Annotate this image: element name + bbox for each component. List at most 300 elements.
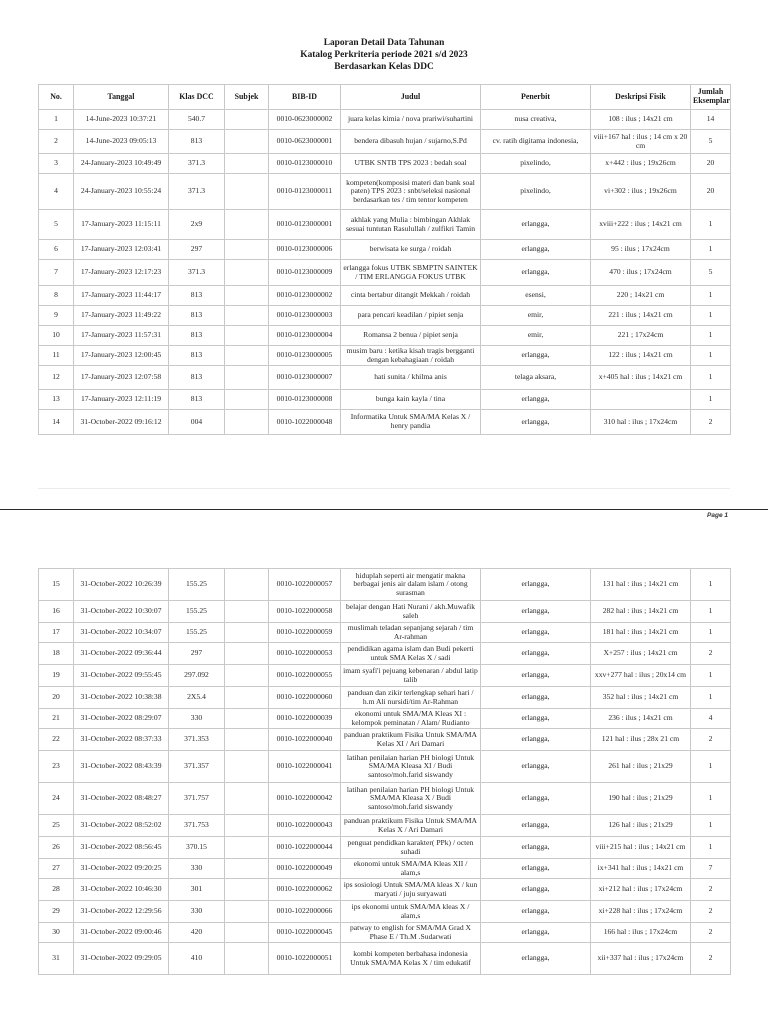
col-header-penerbit: Penerbit	[481, 85, 591, 110]
cell-subjek	[225, 410, 269, 435]
cell-klas-dcc: 813	[169, 306, 225, 326]
cell-penerbit: erlangga,	[481, 751, 591, 783]
catalog-table-page-2	[38, 568, 731, 975]
cell-no: 25	[39, 815, 74, 837]
table-row	[39, 923, 731, 943]
col-header-judul: Judul	[341, 85, 481, 110]
cell-subjek	[225, 837, 269, 859]
cell-jumlah-eksemplar: 2	[691, 643, 731, 665]
cell-deskripsi-fisik: 121 hal : ilus ; 28x 21 cm	[591, 729, 691, 751]
cell-klas-dcc: 371.3	[169, 260, 225, 286]
cell-klas-dcc: 813	[169, 286, 225, 306]
report-subtitle-ddc: Berdasarkan Kelas DDC	[334, 62, 434, 72]
cell-deskripsi-fisik: 122 : ilus ; 14x21 cm	[591, 346, 691, 366]
cell-penerbit: erlangga,	[481, 859, 591, 879]
report-header	[0, 0, 768, 73]
col-header-bib-id: BIB-ID	[269, 85, 341, 110]
cell-jumlah-eksemplar: 14	[691, 110, 731, 130]
page-divider	[0, 509, 768, 510]
cell-bib-id: 0010-1022000060	[269, 687, 341, 709]
cell-jumlah-eksemplar: 20	[691, 154, 731, 174]
cell-penerbit: telaga aksara,	[481, 366, 591, 390]
cell-tanggal: 24-January-2023 10:55:24	[74, 174, 169, 210]
cell-deskripsi-fisik: xviii+222 : ilus ; 14x21 cm	[591, 210, 691, 240]
cell-bib-id: 0010-0123000009	[269, 260, 341, 286]
cell-no: 17	[39, 623, 74, 643]
cell-deskripsi-fisik: 220 ; 14x21 cm	[591, 286, 691, 306]
cell-jumlah-eksemplar: 1	[691, 306, 731, 326]
cell-judul: erlangga fokus UTBK SBMPTN SAINTEK / TIM ERLANGGA FOKUS UTBK	[341, 260, 481, 286]
cell-klas-dcc: 371.3	[169, 154, 225, 174]
cell-deskripsi-fisik: ix+341 hal : ilus ; 14x21 cm	[591, 859, 691, 879]
cell-deskripsi-fisik: 181 hal : ilus ; 14x21 cm	[591, 623, 691, 643]
cell-klas-dcc: 371.757	[169, 783, 225, 815]
table-row	[39, 569, 731, 601]
cell-judul: penguat pendidkan karakter( PPk) / octen suhadi	[341, 837, 481, 859]
cell-tanggal: 31-October-2022 09:20:25	[74, 859, 169, 879]
cell-penerbit: erlangga,	[481, 879, 591, 901]
table-row	[39, 859, 731, 879]
cell-penerbit: erlangga,	[481, 687, 591, 709]
table-row	[39, 643, 731, 665]
cell-jumlah-eksemplar: 1	[691, 751, 731, 783]
cell-judul: imam syafi'i pejuang kebenaran / abdul latip talib	[341, 665, 481, 687]
cell-penerbit: erlangga,	[481, 923, 591, 943]
cell-penerbit: pixelindo,	[481, 174, 591, 210]
cell-judul: Informatika Untuk SMA/MA Kelas X / henry pandia	[341, 410, 481, 435]
cell-judul: UTBK SNTB TPS 2023 : bedah soal	[341, 154, 481, 174]
cell-jumlah-eksemplar: 1	[691, 569, 731, 601]
cell-penerbit: emir,	[481, 306, 591, 326]
cell-deskripsi-fisik: 190 hal : ilus ; 21x29	[591, 783, 691, 815]
cell-bib-id: 0010-1022000048	[269, 410, 341, 435]
table-row	[39, 687, 731, 709]
cell-tanggal: 31-October-2022 09:16:12	[74, 410, 169, 435]
cell-judul: kombi kompeten berbahasa indonesia Untuk SMA/MA Kelas X / tim edukatif	[341, 943, 481, 975]
cell-subjek	[225, 569, 269, 601]
table-row	[39, 410, 731, 435]
cell-bib-id: 0010-0123000007	[269, 366, 341, 390]
table-row	[39, 901, 731, 923]
cell-klas-dcc: 297	[169, 240, 225, 260]
cell-judul: juara kelas kimia / nova prariwi/suhartini	[341, 110, 481, 130]
cell-judul: kompeten(komposisi materi dan bank soal paten) TPS 2023 : snbt/seleksi nasional berdasarkan tes / tim tentor kompeten	[341, 174, 481, 210]
cell-penerbit: erlangga,	[481, 623, 591, 643]
cell-tanggal: 31-October-2022 08:43:39	[74, 751, 169, 783]
cell-bib-id: 0010-1022000051	[269, 943, 341, 975]
cell-bib-id: 0010-0123000005	[269, 346, 341, 366]
cell-penerbit: erlangga,	[481, 240, 591, 260]
cell-jumlah-eksemplar: 5	[691, 260, 731, 286]
col-header-no: No.	[39, 85, 74, 110]
cell-judul: panduan praktikum Fisika Untuk SMA/MA Kelas X / Ari Damari	[341, 815, 481, 837]
cell-subjek	[225, 326, 269, 346]
page-bottom-rule	[38, 488, 730, 489]
cell-jumlah-eksemplar: 20	[691, 174, 731, 210]
cell-bib-id: 0010-1022000058	[269, 601, 341, 623]
cell-klas-dcc: 330	[169, 859, 225, 879]
cell-subjek	[225, 943, 269, 975]
cell-subjek	[225, 130, 269, 154]
cell-jumlah-eksemplar: 2	[691, 923, 731, 943]
cell-klas-dcc: 301	[169, 879, 225, 901]
cell-klas-dcc: 004	[169, 410, 225, 435]
cell-tanggal: 31-October-2022 08:56:45	[74, 837, 169, 859]
cell-bib-id: 0010-0123000002	[269, 286, 341, 306]
cell-jumlah-eksemplar: 1	[691, 210, 731, 240]
cell-bib-id: 0010-1022000053	[269, 643, 341, 665]
cell-subjek	[225, 623, 269, 643]
cell-tanggal: 17-January-2023 12:03:41	[74, 240, 169, 260]
cell-deskripsi-fisik: X+257 : ilus ; 14x21 cm	[591, 643, 691, 665]
cell-judul: berwisata ke surga / roidah	[341, 240, 481, 260]
cell-subjek	[225, 210, 269, 240]
cell-deskripsi-fisik: 221 : ilus ; 14x21 cm	[591, 306, 691, 326]
cell-jumlah-eksemplar: 2	[691, 879, 731, 901]
cell-no: 29	[39, 901, 74, 923]
cell-bib-id: 0010-0123000008	[269, 390, 341, 410]
cell-subjek	[225, 306, 269, 326]
cell-bib-id: 0010-0123000004	[269, 326, 341, 346]
cell-judul: Romansa 2 benua / pipiet senja	[341, 326, 481, 346]
cell-no: 23	[39, 751, 74, 783]
cell-klas-dcc: 371.353	[169, 729, 225, 751]
cell-tanggal: 14-June-2023 09:05:13	[74, 130, 169, 154]
cell-subjek	[225, 346, 269, 366]
cell-bib-id: 0010-1022000057	[269, 569, 341, 601]
cell-subjek	[225, 260, 269, 286]
cell-judul: panduan dan zikir terlengkap sehari hari / h.m Ali nursidi/tim Ar-Rahman	[341, 687, 481, 709]
cell-bib-id: 0010-1022000044	[269, 837, 341, 859]
cell-penerbit: erlangga,	[481, 601, 591, 623]
col-header-deskripsi-fisik: Deskripsi Fisik	[591, 85, 691, 110]
cell-judul: ips sosiologi Untuk SMA/MA kleas X / kun maryati / juju suryawati	[341, 879, 481, 901]
cell-no: 4	[39, 174, 74, 210]
cell-judul: cinta bertabur ditangit Mekkah / roidah	[341, 286, 481, 306]
cell-subjek	[225, 751, 269, 783]
table-row	[39, 665, 731, 687]
cell-subjek	[225, 286, 269, 306]
cell-deskripsi-fisik: x+442 : ilus ; 19x26cm	[591, 154, 691, 174]
cell-jumlah-eksemplar: 1	[691, 346, 731, 366]
cell-no: 6	[39, 240, 74, 260]
cell-no: 27	[39, 859, 74, 879]
cell-tanggal: 31-October-2022 09:36:44	[74, 643, 169, 665]
cell-tanggal: 17-January-2023 12:07:58	[74, 366, 169, 390]
cell-klas-dcc: 813	[169, 366, 225, 390]
table-row	[39, 366, 731, 390]
cell-judul: latihan penilaian harian PH biologi Untuk SMA/MA Kleasa X / Budi santoso/moh.farid siswandy	[341, 783, 481, 815]
cell-deskripsi-fisik: 95 : ilus ; 17x24cm	[591, 240, 691, 260]
cell-subjek	[225, 390, 269, 410]
cell-jumlah-eksemplar: 1	[691, 390, 731, 410]
cell-no: 7	[39, 260, 74, 286]
cell-bib-id: 0010-1022000059	[269, 623, 341, 643]
cell-judul: bendera dibasuh hujan / sujarno,S.Pd	[341, 130, 481, 154]
cell-no: 3	[39, 154, 74, 174]
table-row	[39, 601, 731, 623]
cell-klas-dcc: 2x9	[169, 210, 225, 240]
cell-subjek	[225, 366, 269, 390]
cell-subjek	[225, 154, 269, 174]
cell-no: 12	[39, 366, 74, 390]
cell-jumlah-eksemplar: 1	[691, 815, 731, 837]
cell-penerbit: erlangga,	[481, 260, 591, 286]
cell-tanggal: 31-October-2022 08:29:07	[74, 709, 169, 729]
cell-jumlah-eksemplar: 1	[691, 366, 731, 390]
table-row	[39, 240, 731, 260]
cell-subjek	[225, 879, 269, 901]
cell-subjek	[225, 174, 269, 210]
cell-deskripsi-fisik: xxv+277 hal : ilus ; 20x14 cm	[591, 665, 691, 687]
cell-tanggal: 31-October-2022 09:55:45	[74, 665, 169, 687]
cell-penerbit: erlangga,	[481, 943, 591, 975]
cell-penerbit: esensi,	[481, 286, 591, 306]
cell-jumlah-eksemplar: 7	[691, 859, 731, 879]
cell-tanggal: 31-October-2022 09:00:46	[74, 923, 169, 943]
cell-penerbit: cv. ratih digitama indonesia,	[481, 130, 591, 154]
cell-no: 30	[39, 923, 74, 943]
cell-jumlah-eksemplar: 5	[691, 130, 731, 154]
cell-deskripsi-fisik: vi+302 : ilus ; 19x26cm	[591, 174, 691, 210]
cell-tanggal: 31-October-2022 08:37:33	[74, 729, 169, 751]
cell-judul: bunga kain kayla / tina	[341, 390, 481, 410]
cell-penerbit: erlangga,	[481, 410, 591, 435]
cell-no: 13	[39, 390, 74, 410]
cell-klas-dcc: 297	[169, 643, 225, 665]
cell-bib-id: 0010-1022000045	[269, 923, 341, 943]
cell-tanggal: 31-October-2022 10:46:30	[74, 879, 169, 901]
page-number: Page 1	[707, 512, 728, 519]
cell-klas-dcc: 420	[169, 923, 225, 943]
cell-klas-dcc: 540.7	[169, 110, 225, 130]
report-subtitle-catalog: Katalog Perkriteria periode 2021 s/d 2023	[300, 50, 468, 60]
cell-judul: para pencari keadilan / pipiet senja	[341, 306, 481, 326]
cell-jumlah-eksemplar: 1	[691, 240, 731, 260]
table-row	[39, 837, 731, 859]
cell-jumlah-eksemplar: 1	[691, 837, 731, 859]
cell-no: 20	[39, 687, 74, 709]
cell-deskripsi-fisik: xi+212 hal : ilus ; 17x24cm	[591, 879, 691, 901]
cell-bib-id: 0010-0123000010	[269, 154, 341, 174]
table-row	[39, 943, 731, 975]
report-title: Laporan Detail Data Tahunan	[323, 38, 445, 48]
cell-subjek	[225, 601, 269, 623]
cell-deskripsi-fisik: viii+215 hal : ilus ; 14x21 cm	[591, 837, 691, 859]
cell-klas-dcc: 297.092	[169, 665, 225, 687]
cell-judul: ekonomi untuk SMA/MA Kleas XI : kelompok peminatan / Alam/ Rudianto	[341, 709, 481, 729]
cell-deskripsi-fisik: 108 : ilus ; 14x21 cm	[591, 110, 691, 130]
cell-tanggal: 14-June-2023 10:37:21	[74, 110, 169, 130]
cell-jumlah-eksemplar: 2	[691, 729, 731, 751]
cell-no: 22	[39, 729, 74, 751]
table-row	[39, 174, 731, 210]
cell-jumlah-eksemplar: 4	[691, 709, 731, 729]
cell-deskripsi-fisik: 310 hal : ilus ; 17x24cm	[591, 410, 691, 435]
catalog-table-page-1	[38, 84, 731, 435]
cell-bib-id: 0010-1022000042	[269, 783, 341, 815]
cell-penerbit: erlangga,	[481, 815, 591, 837]
cell-tanggal: 24-January-2023 10:49:49	[74, 154, 169, 174]
cell-klas-dcc: 410	[169, 943, 225, 975]
cell-no: 19	[39, 665, 74, 687]
table-row	[39, 815, 731, 837]
cell-penerbit: nusa creativa,	[481, 110, 591, 130]
cell-judul: belajar dengan Hati Nurani / akh.Muwafik saleh	[341, 601, 481, 623]
table-row	[39, 751, 731, 783]
table-row	[39, 729, 731, 751]
cell-subjek	[225, 783, 269, 815]
cell-jumlah-eksemplar: 2	[691, 901, 731, 923]
table-row	[39, 286, 731, 306]
cell-no: 16	[39, 601, 74, 623]
table-row	[39, 623, 731, 643]
cell-tanggal: 17-January-2023 12:00:45	[74, 346, 169, 366]
cell-penerbit: erlangga,	[481, 837, 591, 859]
col-header-klas-dcc: Klas DCC	[169, 85, 225, 110]
cell-judul: pendidikan agama islam dan Budi pekerti untuk SMA Kelas X / sadi	[341, 643, 481, 665]
cell-bib-id: 0010-0123000006	[269, 240, 341, 260]
cell-no: 8	[39, 286, 74, 306]
cell-deskripsi-fisik: 470 : ilus ; 17x24cm	[591, 260, 691, 286]
table-row	[39, 306, 731, 326]
table-body-page-1	[39, 110, 731, 435]
cell-tanggal: 31-October-2022 10:38:38	[74, 687, 169, 709]
table-row	[39, 783, 731, 815]
cell-jumlah-eksemplar: 1	[691, 665, 731, 687]
cell-penerbit: pixelindo,	[481, 154, 591, 174]
cell-judul: patway to english for SMA/MA Grad X Phase E / Th.M .Sudarwati	[341, 923, 481, 943]
cell-penerbit: erlangga,	[481, 346, 591, 366]
cell-subjek	[225, 729, 269, 751]
cell-judul: hati sunita / khilma anis	[341, 366, 481, 390]
cell-tanggal: 17-January-2023 12:17:23	[74, 260, 169, 286]
cell-bib-id: 0010-1022000043	[269, 815, 341, 837]
table-row	[39, 260, 731, 286]
cell-tanggal: 17-January-2023 11:15:11	[74, 210, 169, 240]
cell-bib-id: 0010-0123000011	[269, 174, 341, 210]
cell-bib-id: 0010-1022000039	[269, 709, 341, 729]
cell-penerbit: erlangga,	[481, 901, 591, 923]
cell-penerbit: erlangga,	[481, 665, 591, 687]
cell-tanggal: 31-October-2022 10:30:07	[74, 601, 169, 623]
table-row	[39, 326, 731, 346]
cell-jumlah-eksemplar: 2	[691, 410, 731, 435]
cell-deskripsi-fisik: 236 : ilus ; 14x21 cm	[591, 709, 691, 729]
cell-klas-dcc: 2X5.4	[169, 687, 225, 709]
cell-deskripsi-fisik: x+405 hal : ilus ; 14x21 cm	[591, 366, 691, 390]
cell-klas-dcc: 155.25	[169, 623, 225, 643]
cell-klas-dcc: 371.3	[169, 174, 225, 210]
cell-deskripsi-fisik: xii+337 hal : ilus ; 17x24cm	[591, 943, 691, 975]
cell-jumlah-eksemplar: 2	[691, 943, 731, 975]
cell-no: 5	[39, 210, 74, 240]
cell-subjek	[225, 901, 269, 923]
cell-tanggal: 31-October-2022 12:29:56	[74, 901, 169, 923]
table-row	[39, 210, 731, 240]
cell-klas-dcc: 813	[169, 326, 225, 346]
cell-klas-dcc: 371.357	[169, 751, 225, 783]
cell-judul: ekonomi untuk SMA/MA Kleas XII / alam,s	[341, 859, 481, 879]
table-row	[39, 709, 731, 729]
table-body-page-2	[39, 569, 731, 975]
table-row	[39, 110, 731, 130]
cell-subjek	[225, 110, 269, 130]
cell-deskripsi-fisik: 221 ; 17x24cm	[591, 326, 691, 346]
cell-no: 26	[39, 837, 74, 859]
cell-penerbit: erlangga,	[481, 729, 591, 751]
cell-tanggal: 17-January-2023 11:44:17	[74, 286, 169, 306]
cell-bib-id: 0010-1022000066	[269, 901, 341, 923]
cell-no: 10	[39, 326, 74, 346]
cell-judul: panduan praktikum Fisika Untuk SMA/MA Kelas XI / Ari Damari	[341, 729, 481, 751]
cell-bib-id: 0010-0123000003	[269, 306, 341, 326]
cell-subjek	[225, 815, 269, 837]
cell-subjek	[225, 240, 269, 260]
cell-judul: hiduplah seperti air mengatir makna berbagai jenis air dalam islam / otong surasman	[341, 569, 481, 601]
cell-jumlah-eksemplar: 1	[691, 601, 731, 623]
cell-klas-dcc: 370.15	[169, 837, 225, 859]
col-header-subjek: Subjek	[225, 85, 269, 110]
cell-subjek	[225, 643, 269, 665]
cell-jumlah-eksemplar: 1	[691, 623, 731, 643]
cell-jumlah-eksemplar: 1	[691, 783, 731, 815]
table-row	[39, 390, 731, 410]
cell-penerbit: erlangga,	[481, 390, 591, 410]
cell-penerbit: erlangga,	[481, 783, 591, 815]
cell-bib-id: 0010-0123000001	[269, 210, 341, 240]
cell-penerbit: emir,	[481, 326, 591, 346]
cell-deskripsi-fisik: viii+167 hal : ilus ; 14 cm x 20 cm	[591, 130, 691, 154]
cell-klas-dcc: 330	[169, 901, 225, 923]
table-row	[39, 346, 731, 366]
cell-tanggal: 17-January-2023 12:11:19	[74, 390, 169, 410]
cell-klas-dcc: 813	[169, 130, 225, 154]
cell-tanggal: 17-January-2023 11:57:31	[74, 326, 169, 346]
cell-jumlah-eksemplar: 1	[691, 687, 731, 709]
cell-bib-id: 0010-0623000001	[269, 130, 341, 154]
cell-judul: muslimah teladan sepanjang sejarah / tim Ar-rahman	[341, 623, 481, 643]
cell-no: 31	[39, 943, 74, 975]
cell-bib-id: 0010-1022000049	[269, 859, 341, 879]
cell-tanggal: 31-October-2022 09:29:05	[74, 943, 169, 975]
cell-klas-dcc: 330	[169, 709, 225, 729]
table-row	[39, 130, 731, 154]
cell-klas-dcc: 371.753	[169, 815, 225, 837]
cell-penerbit: erlangga,	[481, 709, 591, 729]
cell-subjek	[225, 859, 269, 879]
cell-no: 14	[39, 410, 74, 435]
cell-deskripsi-fisik	[591, 390, 691, 410]
cell-deskripsi-fisik: 261 hal : ilus ; 21x29	[591, 751, 691, 783]
table-row	[39, 154, 731, 174]
cell-judul: ips ekonomi untuk SMA/MA kleas X / alam,s	[341, 901, 481, 923]
cell-no: 15	[39, 569, 74, 601]
cell-judul: musim baru : ketika kisah tragis bergganti dengan kebahagiaan / roidah	[341, 346, 481, 366]
cell-deskripsi-fisik: 352 hal : ilus ; 14x21 cm	[591, 687, 691, 709]
cell-bib-id: 0010-1022000040	[269, 729, 341, 751]
cell-tanggal: 31-October-2022 10:34:07	[74, 623, 169, 643]
cell-klas-dcc: 813	[169, 346, 225, 366]
cell-bib-id: 0010-0623000002	[269, 110, 341, 130]
cell-deskripsi-fisik: 282 hal : ilus ; 14x21 cm	[591, 601, 691, 623]
cell-deskripsi-fisik: 131 hal : ilus ; 14x21 cm	[591, 569, 691, 601]
cell-penerbit: erlangga,	[481, 210, 591, 240]
cell-deskripsi-fisik: xi+228 hal : ilus ; 17x24cm	[591, 901, 691, 923]
col-header-tanggal: Tanggal	[74, 85, 169, 110]
cell-no: 21	[39, 709, 74, 729]
cell-no: 18	[39, 643, 74, 665]
